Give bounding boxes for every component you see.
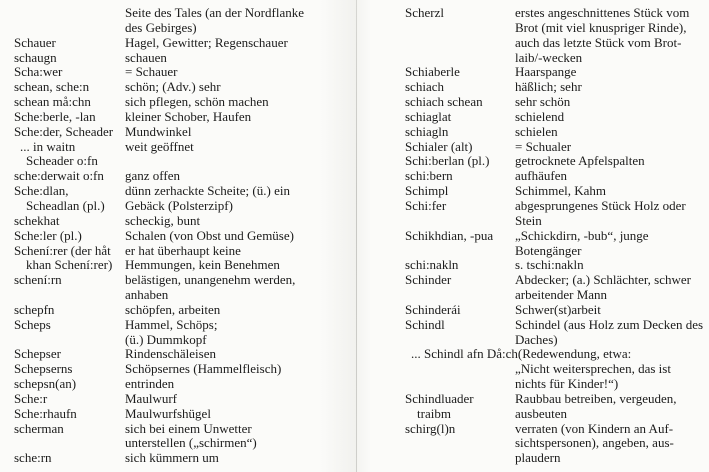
entry-line: [405, 273, 709, 288]
definition: = Schauer: [125, 64, 178, 80]
definition: weit geöffnet: [125, 138, 194, 154]
entry-line: [14, 21, 356, 36]
entry-line: [405, 80, 709, 95]
entry-line: [405, 422, 709, 437]
headword: schiaglat: [405, 108, 452, 124]
headword: Sche:berle, -lan: [14, 108, 96, 124]
entry-line: [405, 65, 709, 80]
definition: Hagel, Gewitter; Regenschauer: [125, 34, 288, 50]
definition: häßlich; sehr: [515, 79, 582, 95]
definition: Brot (mit viel knuspriger Rinde),: [515, 19, 687, 35]
entry-line: [405, 6, 709, 21]
entry-line: [14, 288, 356, 303]
definition: sich bei einem Unwetter: [125, 420, 252, 436]
headword: Sche:r: [14, 390, 48, 406]
entry-line: [14, 347, 356, 362]
headword: khan Schení:rer): [26, 257, 113, 273]
headword: Scherzl: [405, 5, 444, 20]
headword: schirg(l)n: [405, 420, 456, 436]
definition: (Redewendung, etwa:: [517, 346, 632, 362]
definition: schöpfen, arbeiten: [125, 301, 221, 317]
entry-line: [14, 273, 356, 288]
definition: Rindenschäleisen: [125, 346, 216, 362]
headword: Scha:wer: [14, 64, 63, 80]
headword: Schinder: [405, 272, 452, 288]
entry-line: [14, 318, 356, 333]
definition: „Schickdirn, -bub“, junge: [515, 227, 649, 243]
entry-line: [405, 51, 709, 66]
headword: schiach: [405, 79, 444, 95]
definition: Schwer(st)arbeit: [515, 301, 601, 317]
headword: schiach schean: [405, 94, 483, 110]
entry-line: [14, 258, 356, 273]
headword: Schinderái: [405, 301, 461, 317]
definition: Daches): [515, 331, 558, 347]
definition: belästigen, unangenehm werden,: [125, 272, 296, 288]
entry-line: [14, 140, 356, 155]
definition: entrinden: [125, 376, 175, 392]
definition: erstes angeschnittenes Stück vom: [515, 5, 690, 20]
definition: des Gebirges): [125, 19, 197, 35]
definition: schielen: [515, 123, 558, 139]
headword: schekhat: [14, 212, 60, 228]
entry-line: [405, 347, 709, 362]
definition: „Nicht weitersprechen, das ist: [515, 361, 671, 377]
definition: Schöpsernes (Hammelfleisch): [125, 361, 282, 377]
definition: schauen: [125, 49, 167, 65]
headword: Schauer: [14, 34, 56, 50]
headword: Schení:rer (der håt: [14, 242, 111, 258]
entry-line: [14, 95, 356, 110]
headword: Sche:rhaufn: [14, 405, 77, 421]
headword: Scheader o:fn: [26, 153, 98, 169]
headword: Scheps: [14, 316, 51, 332]
definition: plaudern: [515, 450, 561, 466]
headword: scherman: [14, 420, 64, 436]
definition: sich kümmern um: [125, 450, 219, 466]
entry-line: [405, 214, 709, 229]
entry-line: [14, 214, 356, 229]
headword: Scheadlan (pl.): [26, 197, 105, 213]
definition: ganz offen: [125, 168, 180, 184]
entry-line: [405, 110, 709, 125]
definition: kleiner Schober, Haufen: [125, 108, 252, 124]
definition: abgesprungenes Stück Holz oder: [515, 197, 686, 213]
definition: dünn zerhackte Scheite; (ü.) ein: [125, 183, 290, 199]
entry-line: [405, 229, 709, 244]
definition: verraten (von Kindern an Auf-: [515, 420, 674, 436]
definition: Raubbau betreiben, vergeuden,: [515, 390, 677, 406]
definition: arbeitender Mann: [515, 287, 608, 303]
definition: Haarspange: [515, 64, 577, 80]
entry-line: [14, 436, 356, 451]
headword: ... Schindl afn Då:ch: [411, 346, 518, 362]
entry-line: [405, 154, 709, 169]
entry-line: [14, 65, 356, 80]
entry-line: [14, 362, 356, 377]
entry-line: [14, 199, 356, 214]
entry-line: [405, 258, 709, 273]
headword: schiagln: [405, 123, 449, 139]
entry-line: [405, 362, 709, 377]
definition: anhaben: [125, 287, 169, 303]
definition: (ü.) Dummkopf: [125, 331, 207, 347]
definition: laib/-wecken: [515, 49, 583, 65]
entry-line: [14, 51, 356, 66]
entry-line: [14, 36, 356, 51]
entry-line: [14, 6, 356, 21]
entry-line: [405, 288, 709, 303]
entry-line: [14, 80, 356, 95]
definition: sichtspersonen), angeben, aus-: [515, 435, 674, 451]
entry-line: [405, 199, 709, 214]
definition: getrocknete Apfelspalten: [515, 153, 645, 169]
entry-line: [405, 184, 709, 199]
entry-line: [14, 451, 356, 466]
entry-line: [405, 125, 709, 140]
entry-line: [405, 36, 709, 51]
headword: schi:bern: [405, 168, 453, 184]
definition: auch das letzte Stück vom Brot-: [515, 34, 682, 50]
headword: Schepser: [14, 346, 61, 362]
entry-line: [14, 110, 356, 125]
definition: Hemmungen, kein Benehmen: [125, 257, 280, 273]
entry-line: [14, 229, 356, 244]
definition: sehr schön: [515, 94, 571, 110]
definition: Gebäck (Polsterzipf): [125, 197, 233, 213]
definition: er hat überhaupt keine: [125, 242, 241, 258]
headword: Schialer (alt): [405, 138, 473, 154]
headword: schení:rn: [14, 272, 62, 288]
headword: schepfn: [14, 301, 55, 317]
entry-line: [405, 377, 709, 392]
right-page: [357, 0, 709, 472]
headword: ... in waitn: [20, 138, 76, 154]
definition: Schimmel, Kahm: [515, 183, 606, 199]
definition: nichts für Kinder!“): [515, 376, 619, 392]
entry-line: [405, 318, 709, 333]
definition: Botengänger: [515, 242, 582, 258]
entry-line: [14, 244, 356, 259]
entry-line: [405, 95, 709, 110]
definition: s. tschi:nakln: [515, 257, 584, 273]
entry-line: [405, 407, 709, 422]
headword: Schikhdian, -pua: [405, 227, 494, 243]
headword: schepsn(an): [14, 376, 77, 392]
headword: sche:rn: [14, 450, 52, 466]
entry-line: [14, 377, 356, 392]
definition: schön; (Adv.) sehr: [125, 79, 221, 95]
headword: Schiaberle: [405, 64, 460, 80]
entry-line: [14, 333, 356, 348]
definition: Hammel, Schöps;: [125, 316, 218, 332]
headword: schi:nakln: [405, 257, 459, 273]
definition: sich pflegen, schön machen: [125, 94, 269, 110]
entry-line: [405, 140, 709, 155]
headword: Sche:der, Scheader: [14, 123, 114, 139]
definition: Mundwinkel: [125, 123, 192, 139]
definition: Maulwurf: [125, 390, 177, 406]
headword: Schepserns: [14, 361, 73, 377]
definition: = Schualer: [515, 138, 572, 154]
definition: Schalen (von Obst und Gemüse): [125, 227, 294, 243]
headword: schean må:chn: [14, 94, 91, 110]
entry-line: [405, 333, 709, 348]
entry-line: [405, 244, 709, 259]
headword: schean, sche:n: [14, 79, 90, 95]
definition: Maulwurfshügel: [125, 405, 211, 421]
headword: schaugn: [14, 49, 57, 65]
entry-line: [14, 303, 356, 318]
entry-line: [405, 169, 709, 184]
definition: Abdecker; (a.) Schlächter, schwer: [515, 272, 691, 288]
headword: Schindl: [405, 316, 445, 332]
entry-line: [14, 169, 356, 184]
entry-line: [14, 184, 356, 199]
definition: ausbeuten: [515, 405, 567, 421]
headword: traibm: [417, 405, 451, 421]
definition: Stein: [515, 212, 542, 228]
entry-line: [405, 303, 709, 318]
entry-line: [405, 392, 709, 407]
entry-line: [14, 392, 356, 407]
definition: Schindel (aus Holz zum Decken des: [515, 316, 704, 332]
entry-line: [14, 422, 356, 437]
definition: aufhäufen: [515, 168, 567, 184]
headword: sche:derwait o:fn: [14, 168, 104, 184]
entry-line: [14, 154, 356, 169]
headword: Schimpl: [405, 183, 449, 199]
headword: Schindluader: [405, 390, 474, 406]
definition: unterstellen („schirmen“): [125, 435, 257, 451]
definition: Seite des Tales (an der Nordflanke: [125, 5, 304, 20]
entry-line: [14, 125, 356, 140]
definition: scheckig, bunt: [125, 212, 201, 228]
definition: schielend: [515, 108, 565, 124]
headword: Sche:ler (pl.): [14, 227, 82, 243]
entry-line: [405, 21, 709, 36]
headword: Schi:fer: [405, 197, 447, 213]
headword: Schi:berlan (pl.): [405, 153, 490, 169]
entry-line: [14, 407, 356, 422]
entry-line: [405, 451, 709, 466]
headword: Sche:dlan,: [14, 183, 69, 199]
entry-line: [405, 436, 709, 451]
